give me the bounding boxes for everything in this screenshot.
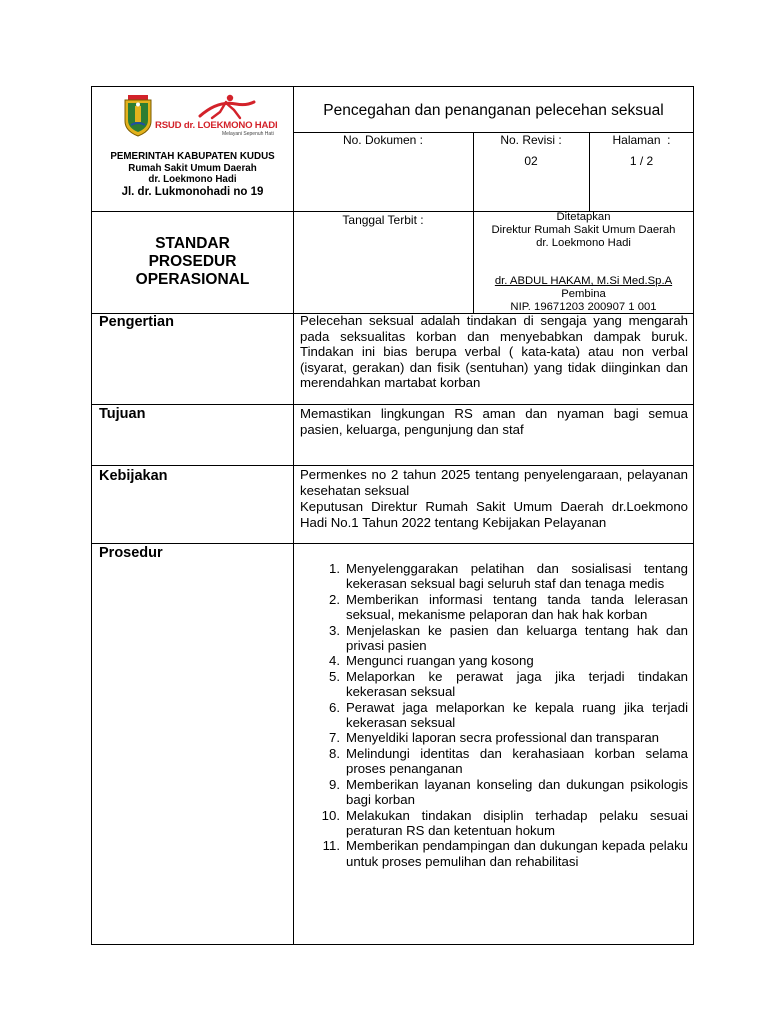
prosedur-item-text: Perawat jaga melaporkan ke kepala ruang jika terjadi kekerasan seksual	[346, 699, 688, 731]
sop-title-line3: OPERASIONAL	[135, 271, 250, 288]
prosedur-item	[316, 700, 688, 731]
rsud-runner-logo-icon	[190, 94, 260, 120]
prosedur-item-number: 3.	[329, 622, 340, 638]
prosedur-item-number: 4.	[329, 653, 340, 669]
prosedur-label: Prosedur	[99, 545, 163, 561]
prosedur-item-number: 10.	[321, 807, 340, 823]
prosedur-item	[316, 777, 688, 808]
signer-nip: NIP. 19671203 200907 1 001	[510, 301, 657, 313]
no-revisi-value: 02	[524, 154, 538, 168]
prosedur-item-text: Memberikan pendampingan dan dukungan kepada pelaku untuk proses pemulihan dan rehabilitasi	[346, 838, 688, 869]
kebijakan-text2: Keputusan Direktur Rumah Sakit Umum Daerah dr.Loekmono Hadi No.1 Tahun 2022 tentang Kebijakan Pelayanan	[300, 499, 688, 530]
prosedur-item	[316, 669, 688, 700]
halaman-value: 1 / 2	[629, 154, 654, 168]
tanggal-terbit-label: Tanggal Terbit :	[342, 213, 424, 227]
prosedur-item	[316, 623, 688, 654]
prosedur-item-number: 5.	[329, 668, 340, 684]
sop-title-line1: STANDAR	[155, 235, 230, 252]
pengertian-text: Pelecehan seksual adalah tindakan di sengaja yang mengarah pada seksualitas korban dan menyebabkan dampak buruk. Tindakan ini bias berupa verbal ( kata-kata) atau non verbal (isyarat, gerakan) dan fisik (sentuhan) yang tidak diinginkan dan merendahkan martabat korban	[300, 313, 688, 390]
prosedur-item-text: Menjelaskan ke pasien dan keluarga tentang hak dan privasi pasien	[346, 622, 688, 654]
signer-rank: Pembina	[561, 288, 606, 300]
signature-block	[473, 275, 694, 314]
prosedur-item-text: Memberikan layanan konseling dan dukungan psikologis bagi korban	[346, 776, 688, 808]
prosedur-item	[316, 592, 688, 623]
institution-line2: Rumah Sakit Umum Daerah	[128, 163, 257, 174]
prosedur-item	[316, 561, 688, 592]
no-dokumen-label: No. Dokumen :	[342, 133, 424, 147]
document-title: Pencegahan dan penanganan pelecehan seksual	[323, 102, 664, 119]
sop-document	[91, 86, 694, 945]
institution-line3: dr. Loekmono Hadi	[148, 174, 237, 185]
sop-title-line2: PROSEDUR	[148, 253, 237, 270]
prosedur-item-number: 6.	[329, 699, 340, 715]
sop-title	[92, 235, 293, 289]
prosedur-item-text: Menyelenggarakan pelatihan dan sosialisasi tentang kekerasan seksual bagi seluruh staf dan tenaga medis	[346, 561, 688, 592]
logo-text: RSUD dr. LOEKMONO HADI	[155, 120, 278, 131]
prosedur-item-text: Melaporkan ke perawat jaga jika terjadi tindakan kekerasan seksual	[346, 668, 688, 700]
logo-block	[122, 94, 278, 144]
prosedur-item-number: 8.	[329, 745, 340, 761]
institution-block	[92, 151, 293, 200]
prosedur-item-text: Menyeldiki laporan secra professional dan transparan	[346, 730, 660, 746]
kebijakan-text1: Permenkes no 2 tahun 2025 tentang penyelengaraan, pelayanan kesehatan seksual	[300, 467, 688, 498]
institution-line1: PEMERINTAH KABUPATEN KUDUS	[110, 151, 275, 162]
ditetapkan-label: Ditetapkan	[556, 211, 611, 223]
prosedur-item-number: 11.	[322, 838, 340, 854]
logo-tagline: Melayani Sepenuh Hati	[222, 131, 274, 137]
kebijakan-label: Kebijakan	[99, 468, 168, 484]
signer-name: dr. ABDUL HAKAM, M.Si Med.Sp.A	[494, 275, 673, 287]
director-line1: Direktur Rumah Sakit Umum Daerah	[491, 224, 676, 236]
tujuan-text: Memastikan lingkungan RS aman dan nyaman bagi semua pasien, keluarga, pengunjung dan staf	[300, 406, 688, 437]
prosedur-item-text: Melindungi identitas dan kerahasiaan korban selama proses penanganan	[346, 745, 688, 777]
prosedur-item-number: 9.	[329, 776, 340, 792]
tujuan-label: Tujuan	[99, 406, 146, 422]
director-line2: dr. Loekmono Hadi	[536, 237, 631, 249]
tujuan-bottom-line	[92, 465, 694, 466]
prosedur-item-text: Memberikan informasi tentang tanda tanda lelerasan seksual, mekanisme pelaporan dan hak hak korban	[346, 591, 688, 623]
prosedur-item	[316, 838, 688, 869]
prosedur-item-number: 2.	[329, 591, 340, 607]
pengertian-bottom-line	[92, 404, 694, 405]
prosedur-item	[316, 653, 688, 668]
prosedur-item	[316, 746, 688, 777]
no-revisi-label: No. Revisi :	[500, 133, 562, 147]
kudus-crest-icon	[123, 95, 153, 137]
prosedur-item-number: 1.	[329, 561, 340, 576]
ditetapkan-block	[473, 211, 694, 250]
prosedur-item-number: 7.	[329, 730, 340, 746]
prosedur-item	[316, 808, 688, 839]
pengertian-label: Pengertian	[99, 314, 174, 330]
prosedur-item	[316, 730, 688, 745]
institution-address: Jl. dr. Lukmonohadi no 19	[121, 186, 264, 198]
kebijakan-bottom-line	[92, 543, 694, 544]
prosedur-item-text: Melakukan tindakan disiplin terhadap pelaku sesuai peraturan RS dan ketentuan hokum	[346, 807, 688, 838]
prosedur-list	[316, 561, 688, 869]
halaman-label: Halaman :	[612, 133, 671, 147]
prosedur-item-text: Mengunci ruangan yang kosong	[346, 653, 534, 669]
